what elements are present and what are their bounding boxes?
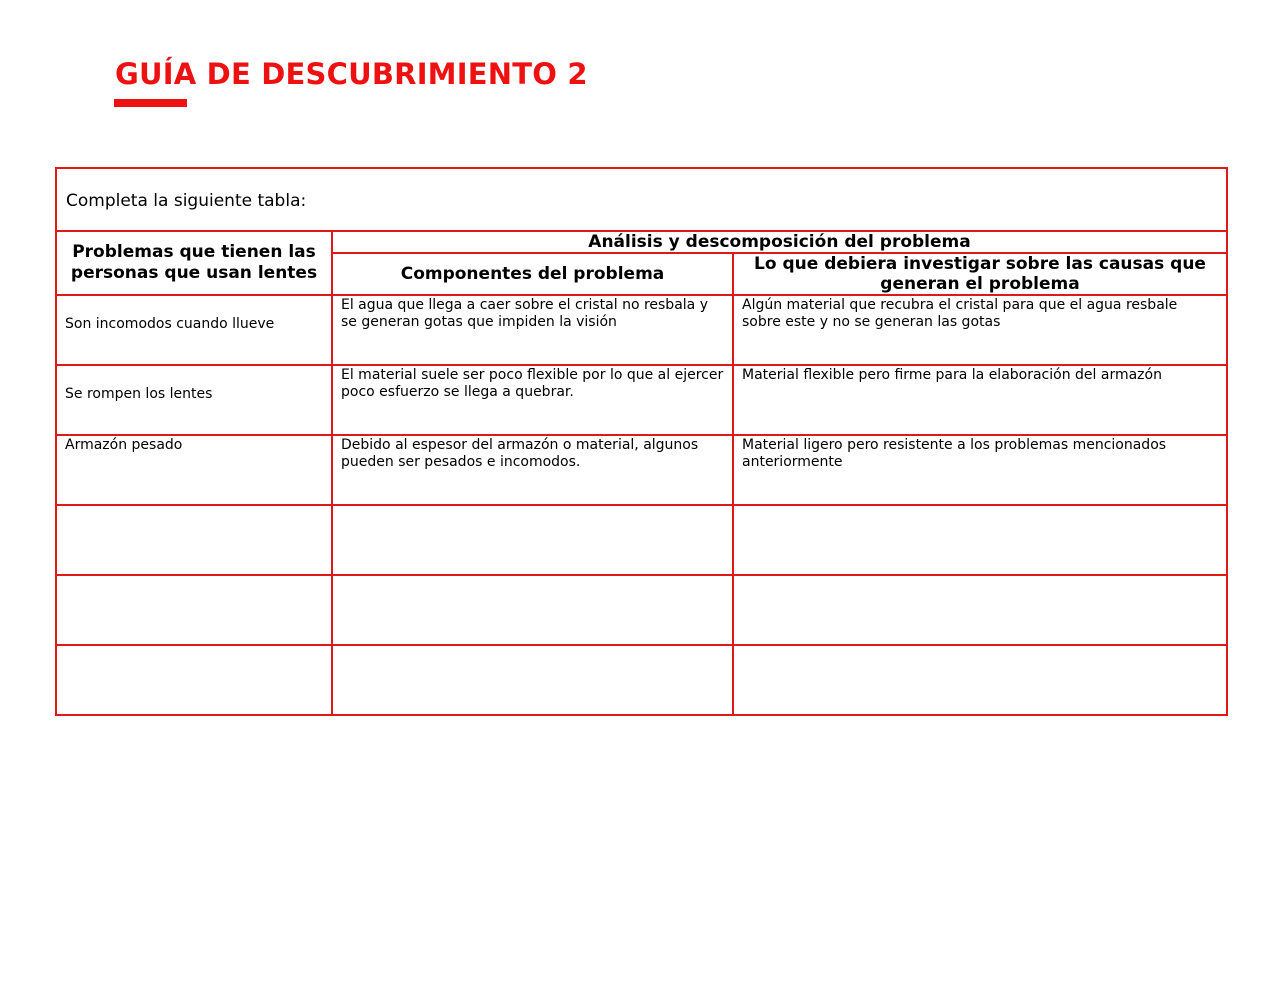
components-cell[interactable]: El agua que llega a caer sobre el cristal no resbala y se generan gotas que impiden la visión bbox=[332, 295, 733, 365]
header-problems: Problemas que tienen las personas que usan lentes bbox=[56, 231, 332, 295]
problem-cell[interactable] bbox=[56, 365, 332, 435]
problem-cell[interactable]: Armazón pesado bbox=[56, 435, 332, 505]
table-row bbox=[56, 505, 1227, 575]
table-row bbox=[56, 435, 1227, 505]
table-row bbox=[56, 295, 1227, 365]
table-row bbox=[56, 575, 1227, 645]
header-investigate: Lo que debiera investigar sobre las causas que generan el problema bbox=[733, 253, 1227, 295]
table-row bbox=[56, 365, 1227, 435]
investigate-cell[interactable]: Algún material que recubra el cristal para que el agua resbale sobre este y no se generan las gotas bbox=[733, 295, 1227, 365]
instruction-row bbox=[56, 168, 1227, 231]
header-analysis-group: Análisis y descomposición del problema bbox=[332, 231, 1227, 253]
problem-text: Se rompen los lentes bbox=[65, 386, 213, 402]
header-components: Componentes del problema bbox=[332, 253, 733, 295]
components-cell[interactable] bbox=[332, 575, 733, 645]
title-underline bbox=[114, 99, 187, 107]
components-cell[interactable]: Debido al espesor del armazón o material, algunos pueden ser pesados e incomodos. bbox=[332, 435, 733, 505]
components-cell[interactable] bbox=[332, 505, 733, 575]
header-row-group bbox=[56, 231, 1227, 253]
problem-cell[interactable] bbox=[56, 575, 332, 645]
page-title: GUÍA DE DESCUBRIMIENTO 2 bbox=[115, 57, 588, 91]
investigate-cell[interactable]: Material ligero pero resistente a los problemas mencionados anteriormente bbox=[733, 435, 1227, 505]
investigate-cell[interactable]: Material flexible pero firme para la elaboración del armazón bbox=[733, 365, 1227, 435]
components-cell[interactable] bbox=[332, 645, 733, 715]
problem-cell[interactable] bbox=[56, 505, 332, 575]
discovery-table bbox=[55, 167, 1228, 716]
problem-cell[interactable] bbox=[56, 295, 332, 365]
problem-cell[interactable] bbox=[56, 645, 332, 715]
investigate-cell[interactable] bbox=[733, 505, 1227, 575]
table-row bbox=[56, 645, 1227, 715]
instruction-text: Completa la siguiente tabla: bbox=[66, 190, 307, 211]
components-cell[interactable]: El material suele ser poco flexible por lo que al ejercer poco esfuerzo se llega a quebrar. bbox=[332, 365, 733, 435]
investigate-cell[interactable] bbox=[733, 645, 1227, 715]
problem-text: Son incomodos cuando llueve bbox=[65, 316, 275, 332]
instruction-cell bbox=[56, 168, 1227, 231]
investigate-cell[interactable] bbox=[733, 575, 1227, 645]
